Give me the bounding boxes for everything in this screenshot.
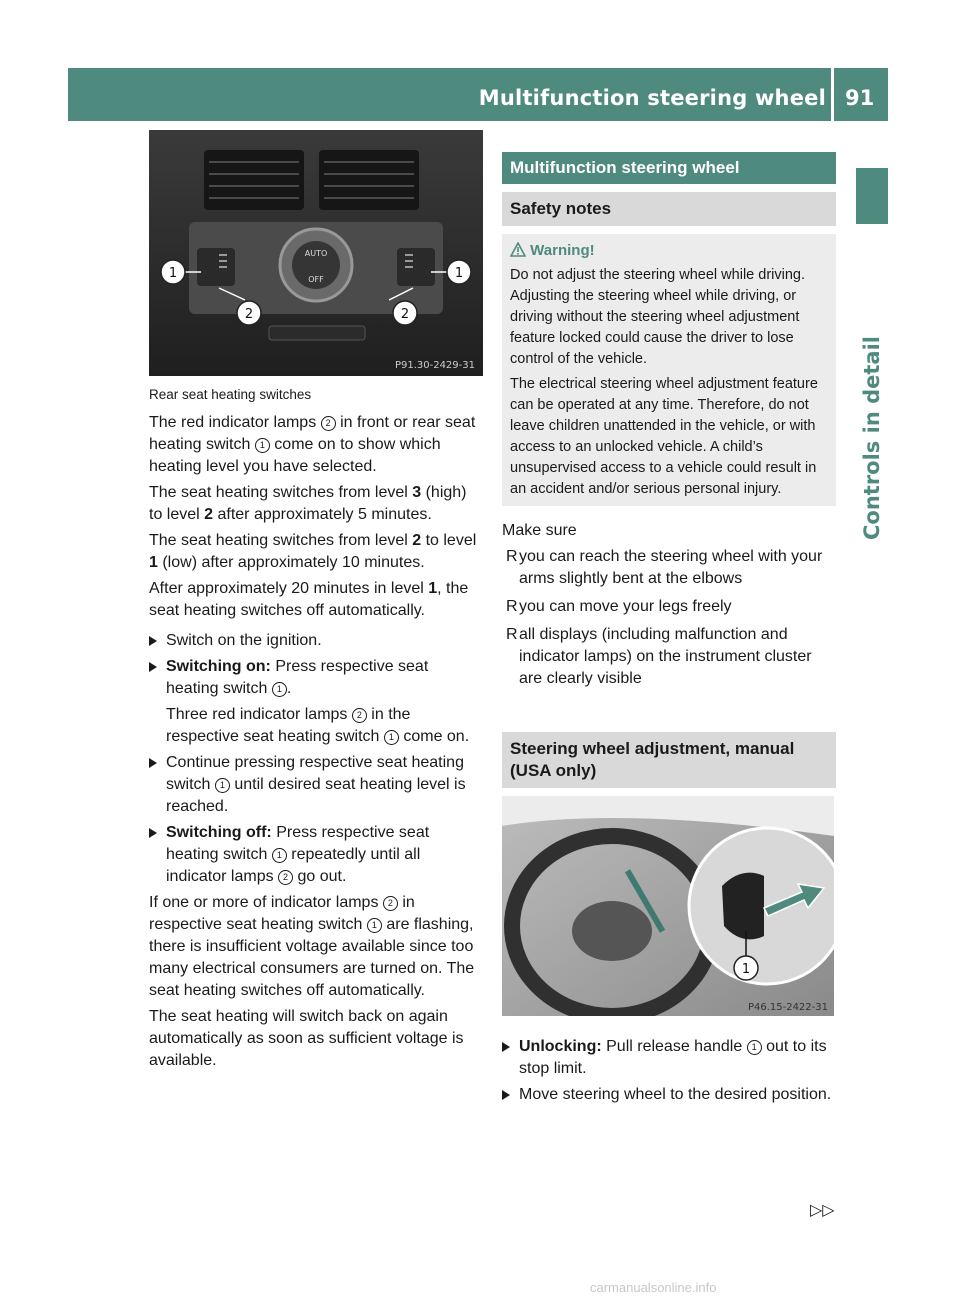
bullet-icon: R — [506, 626, 518, 643]
step-continue: Continue pressing respective seat heating switch 1 until desired seat heating level is reached. — [149, 752, 483, 818]
warning-box — [502, 234, 836, 506]
callout-2-right: 2 — [400, 307, 410, 322]
step-move-wheel: Move steering wheel to the desired position. — [502, 1084, 836, 1106]
step-arrow-icon — [149, 758, 157, 768]
figure-code: P91.30-2429-31 — [394, 360, 475, 371]
steering-wheel-illustration — [502, 796, 834, 1016]
footer-watermark: carmanualsonline.info — [590, 1280, 717, 1295]
side-tab-label: Controls in detail — [860, 336, 884, 540]
paragraph: The seat heating switches from level 3 (high) to level 2 after approximately 5 minutes. — [149, 484, 467, 523]
auto-label: AUTO — [304, 249, 328, 258]
warning-title: Warning! — [510, 240, 828, 261]
paragraph: The red indicator lamps 2 in front or rear seat heating switch 1 come on to show which heating level you have selected. — [149, 414, 476, 475]
seat-heating-figure — [149, 130, 483, 376]
section-heading: Multifunction steering wheel — [502, 152, 836, 184]
list-item: R you can reach the steering wheel with your arms slightly bent at the elbows — [506, 548, 823, 587]
callout-1-left: 1 — [168, 266, 178, 281]
seat-heating-illustration — [149, 130, 483, 376]
step-ignition: Switch on the ignition. — [149, 630, 483, 652]
page-header — [68, 68, 888, 121]
subsection-heading-safety: Safety notes — [502, 192, 836, 226]
step-arrow-icon — [149, 636, 157, 646]
subsection-heading-adjustment: Steering wheel adjustment, manual (USA only) — [502, 732, 836, 788]
callout-1: 1 — [741, 962, 751, 977]
continued-marker: ▷▷ — [810, 1202, 835, 1219]
step-switching-off: Switching off: Press respective seat heating switch 1 repeatedly until all indicator lamps 2 go out. — [149, 822, 483, 888]
paragraph: The seat heating will switch back on again automatically as soon as sufficient voltage is available. — [149, 1008, 464, 1069]
bullet-icon: R — [506, 548, 518, 565]
step-arrow-icon — [149, 828, 157, 838]
warning-text: The electrical steering wheel adjustment feature can be operated at any time. Therefore, do not leave children unattended in the vehicle, or with access to an unlocked vehicle. A child’s unsupervised access to a vehicle could result in an accident and/or serious personal injury. — [510, 376, 818, 497]
left-column — [149, 130, 483, 1076]
right-column — [502, 152, 836, 1110]
list-item: R you can move your legs freely — [502, 596, 836, 618]
paragraph: After approximately 20 minutes in level 1, the seat heating switches off automatically. — [149, 580, 469, 619]
header-divider — [831, 68, 834, 121]
paragraph: The seat heating switches from level 2 to level 1 (low) after approximately 10 minutes. — [149, 532, 477, 571]
step-arrow-icon — [502, 1090, 510, 1100]
make-sure-label: Make sure — [502, 522, 577, 539]
page-number: 91 — [845, 86, 875, 110]
side-tab — [856, 240, 888, 540]
warning-triangle-icon — [510, 242, 526, 257]
steering-wheel-figure — [502, 796, 834, 1016]
paragraph: If one or more of indicator lamps 2 in respective seat heating switch 1 are flashing, there is insufficient voltage available since too many electrical consumers are turned on. The seat heating switches off automatically. — [149, 894, 475, 999]
step-arrow-icon — [502, 1042, 510, 1052]
list-item: R all displays (including malfunction and indicator lamps) on the instrument cluster are clearly visible — [506, 626, 812, 687]
step-unlocking: Unlocking: Pull release handle 1 out to its stop limit. — [502, 1036, 836, 1080]
callout-1-right: 1 — [454, 266, 464, 281]
step-switching-on: Switching on: Press respective seat heating switch 1 . Three red indicator lamps 2 in the respective seat heating switch 1 come on. — [149, 656, 483, 748]
warning-text: Do not adjust the steering wheel while driving. Adjusting the steering wheel while driving, or driving without the steering wheel adjustment feature locked could cause the driver to lose control of the vehicle. — [510, 267, 805, 367]
bullet-icon: R — [506, 598, 518, 615]
figure-code: P46.15-2422-31 — [747, 1002, 828, 1013]
step-arrow-icon — [149, 662, 157, 672]
callout-2-left: 2 — [244, 307, 254, 322]
figure-caption: Rear seat heating switches — [149, 387, 312, 402]
off-label: OFF — [308, 275, 324, 284]
header-title: Multifunction steering wheel — [478, 86, 826, 110]
side-tab-marker — [856, 168, 888, 224]
